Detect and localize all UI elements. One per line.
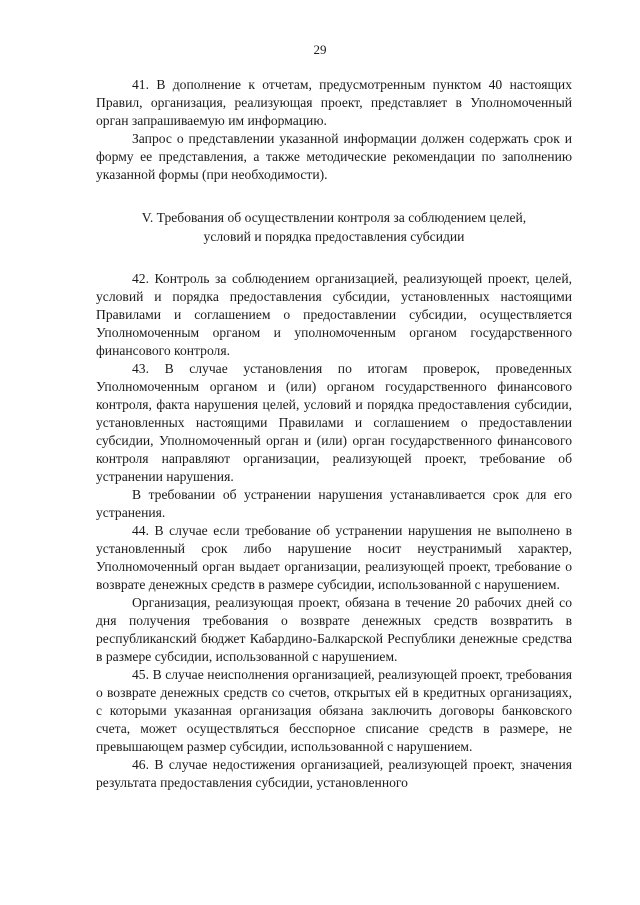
section-heading-line-2: условий и порядка предоставления субсидии [203, 229, 465, 244]
document-body [96, 76, 572, 792]
paragraph-41-request: Запрос о представлении указанной информации должен содержать срок и форму ее представления, а также методические рекомендации по заполнению указанной формы (при необходимости). [96, 131, 572, 182]
paragraph-45: 45. В случае неисполнения организацией, реализующей проект, требования о возврате денежных средств со счетов, открытых ей в кредитных организациях, с которыми указанная организация обязана заключить договоры банковского счета, может осуществляться бесспорное списание средств в размере, не превышающем размер субсидии, использованной с нарушением. [96, 667, 572, 754]
section-heading-line-1: V. Требования об осуществлении контроля за соблюдением целей, [141, 210, 527, 225]
section-heading [96, 208, 572, 246]
paragraph-44-return: Организация, реализующая проект, обязана в течение 20 рабочих дней со дня получения требования о возврате денежных средств возвратить в республиканский бюджет Кабардино-Балкарской Республики денежные средства в размере субсидии, использованной с нарушением. [96, 595, 572, 664]
page-number: 29 [313, 42, 327, 57]
paragraph-44: 44. В случае если требование об устранении нарушения не выполнено в установленный срок либо нарушение носит неустранимый характер, Уполномоченный орган выдает организации, реализующей проект, требование о возврате денежных средств в размере субсидии, использованной с нарушением. [96, 523, 572, 592]
paragraph-46: 46. В случае недостижения организацией, реализующей проект, значения результата предоставления субсидии, установленного [96, 757, 572, 790]
paragraph-42: 42. Контроль за соблюдением организацией, реализующей проект, целей, условий и порядка предоставления субсидии, установленных настоящими Правилами и соглашением о предоставлении субсидии, осуществляется Уполномоченным органом и уполномоченным органом государственного финансового контроля. [96, 271, 572, 358]
paragraph-43-term: В требовании об устранении нарушения устанавливается срок для его устранения. [96, 487, 572, 520]
paragraph-41: 41. В дополнение к отчетам, предусмотренным пунктом 40 настоящих Правил, организация, реализующая проект, представляет в Уполномоченный орган запрашиваемую им информацию. [96, 77, 572, 128]
paragraph-43: 43. В случае установления по итогам проверок, проведенных Уполномоченным органом и (или) органом государственного финансового контроля, факта нарушения целей, условий и порядка предоставления субсидии, установленных настоящими Правилами и соглашением о предоставлении субсидии, Уполномоченный орган и (или) орган государственного финансового контроля направляют организации, реализующей проект, требование об устранении нарушения. [96, 361, 572, 484]
